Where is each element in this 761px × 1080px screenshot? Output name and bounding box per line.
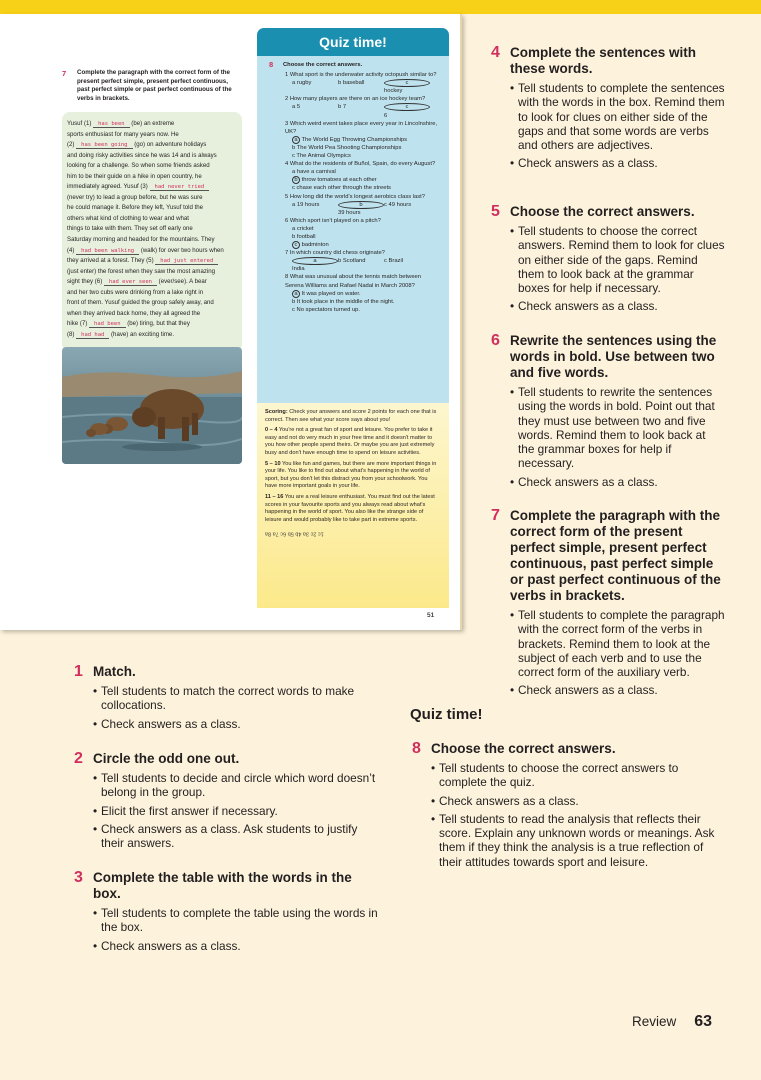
student-book-page <box>0 14 462 630</box>
note-section-2 <box>74 750 383 854</box>
option-letter: b <box>338 104 342 111</box>
note-title: Complete the sentences with these words. <box>510 45 697 76</box>
quiz-option <box>384 201 430 217</box>
handwritten-answer: had been walking <box>76 248 139 255</box>
line-text: things to take with them. They set off early one <box>67 225 193 233</box>
score-text: You are a real leisure enthusiast. You must find out the latest scores in your favourite sports and you always read about what's happening in the world of sport. You also like the strange side of leisure and would probably like to take part in extreme sports. <box>265 493 435 523</box>
paragraph-line <box>67 246 237 257</box>
handwritten-answer: has been <box>93 121 130 128</box>
circled-letter: b <box>338 201 384 209</box>
note-bullet: • Tell students to complete the sentences with the words in the box. Remind them to look for clues on either side of the gaps and that some words are verbs and others are adjectives. <box>510 81 725 152</box>
note-bullet: • Check answers as a class. <box>431 794 721 808</box>
line-text: (8) <box>67 330 77 338</box>
line-text: him to be their guide on a hike in open country, he <box>67 172 202 180</box>
quiz-option <box>292 201 338 217</box>
quiz-option-row <box>292 152 441 160</box>
exercise-instruction: Complete the paragraph with the correct form of the present perfect simple, present perfect continuous, past perfect simple or past perfect continuous of the verbs in brackets. <box>77 69 232 103</box>
note-bullets <box>510 224 725 314</box>
line-text: (2) <box>67 141 77 149</box>
paragraph-line <box>67 288 237 299</box>
quiz-exercise-number: 8 <box>269 60 274 69</box>
note-section-5 <box>491 203 725 318</box>
handwritten-answer: has been going <box>76 142 132 149</box>
handwritten-answer: had just entered <box>155 258 218 265</box>
scoring-paragraph <box>265 409 441 424</box>
handwritten-answer: had had <box>76 332 109 339</box>
option-text: have a carnival <box>296 169 336 176</box>
student-page-number: 51 <box>427 612 435 619</box>
option-letter: b <box>292 144 296 151</box>
option-letter: b <box>292 233 296 240</box>
line-text: (4) <box>67 246 77 254</box>
score-range: 5 – 10 <box>265 460 281 467</box>
note-section-4 <box>491 44 725 175</box>
note-bullet: • Check answers as a class. <box>510 299 725 313</box>
line-text: they arrived at a forest. They (5) <box>67 257 156 265</box>
note-number: 1 <box>74 663 83 680</box>
bear-illustration <box>62 347 242 464</box>
note-bullets <box>510 81 725 171</box>
option-text: baseball <box>342 80 365 87</box>
note-heading <box>491 507 725 604</box>
score-text: Check your answers and score 2 points for each one that is correct. Then see what your score says about you! <box>265 409 437 423</box>
option-text: rugby <box>296 80 312 87</box>
note-number: 5 <box>491 203 500 220</box>
quiz-option <box>292 103 338 119</box>
quiz-instruction: Choose the correct answers. <box>283 62 363 68</box>
paragraph-line <box>67 182 237 193</box>
note-title: Match. <box>93 664 136 679</box>
note-section-8 <box>412 740 721 873</box>
footer-page-number: 63 <box>694 1013 713 1030</box>
paragraph-line <box>67 193 237 204</box>
note-heading <box>74 750 383 767</box>
option-text: 5 <box>296 104 301 111</box>
note-number: 2 <box>74 750 83 767</box>
score-text: You're not a great fan of sport and leisure. You prefer to take it easy and not do very much in your free time and it doesn't matter to you how other people spend theirs. Or maybe you are just extremely busy and don't have enough time to spend on leisure activities. <box>265 427 435 456</box>
paragraph-line <box>67 256 237 267</box>
option-text: football <box>296 233 316 240</box>
quiz-question: 2 How many players are there on an ice hockey team? <box>285 96 426 103</box>
note-title: Choose the correct answers. <box>510 204 695 219</box>
note-heading <box>412 740 721 757</box>
note-heading <box>491 332 725 381</box>
option-letter: c <box>292 185 295 192</box>
line-text: others what kind of clothing to wear and what <box>67 214 189 222</box>
note-heading <box>74 869 383 902</box>
line-text: front of them. Yusuf guided the group safely away, and <box>67 299 214 307</box>
paragraph-line <box>67 267 237 278</box>
option-letter: b <box>292 298 296 305</box>
line-text: and doing risky activities since he was 14 and is always <box>67 151 217 159</box>
line-text: (have) an exciting time. <box>109 330 175 338</box>
note-section-7 <box>491 507 725 702</box>
quiz-option-row <box>292 184 441 192</box>
line-text: when they arrived back home, they all agreed the <box>67 309 201 317</box>
line-text: and her two cubs were drinking from a lake right in <box>67 288 204 296</box>
circled-letter: a <box>292 257 338 265</box>
exercise-7 <box>62 69 242 104</box>
note-section-6 <box>491 332 725 493</box>
note-bullets <box>510 608 725 698</box>
option-letter: a <box>292 225 296 232</box>
option-text: The Animal Olympics <box>296 153 351 160</box>
note-title: Choose the correct answers. <box>431 741 616 756</box>
score-text: You like fun and games, but there are more important things in your life. You like to find out about what's happening in the world of sport, but you don't let this distract you from your schoolwork. You have more important goals in your life. <box>265 460 437 490</box>
line-text: hike (7) <box>67 320 90 328</box>
line-text: (ever/see). A bear <box>156 278 207 286</box>
answer-key: 1c 2c 3a 4b 5b 6c 7a 8a <box>265 530 324 537</box>
note-bullet: • Tell students to match the correct words to make collocations. <box>93 684 383 713</box>
option-letter: b <box>338 80 342 87</box>
quiz-notes-title: Quiz time! <box>410 706 483 723</box>
option-letter: c <box>292 306 295 313</box>
circled-letter: a <box>292 136 300 144</box>
note-bullet: • Check answers as a class. <box>93 939 383 953</box>
line-text: (go) on adventure holidays <box>132 141 207 149</box>
option-text: It took place in the middle of the night. <box>296 298 395 305</box>
handwritten-answer: had been <box>89 321 126 328</box>
option-letter: a <box>292 201 296 208</box>
option-text: Scotland <box>342 258 366 265</box>
option-text: badminton <box>301 242 329 249</box>
option-text: The World Egg Throwing Championships <box>301 136 407 143</box>
note-bullet: • Tell students to complete the paragraph with the correct form of the verbs in brackets. Remind them to look at the subject of each verb and to use the correct form of the auxiliary verb. <box>510 608 725 679</box>
line-text: (walk) for over two hours when <box>139 246 224 254</box>
quiz-question: 4 What do the residents of Buñol, Spain, do every August? <box>285 161 436 168</box>
note-bullets <box>510 385 725 489</box>
page-footer <box>632 1013 712 1031</box>
quiz-option <box>292 257 338 273</box>
quiz-option <box>292 137 407 143</box>
option-text: cricket <box>296 225 314 232</box>
quiz-option <box>338 201 384 217</box>
note-number: 6 <box>491 332 500 349</box>
note-bullet: • Tell students to read the analysis that reflects their score. Explain any unknown words or meanings. Ask them if they think the analysis is a true reflection of their attitudes towards sport and leisure. <box>431 812 721 869</box>
quiz-option <box>338 103 384 119</box>
quiz-option <box>292 79 338 95</box>
quiz-option <box>338 79 384 95</box>
note-section-1 <box>74 663 383 735</box>
paragraph-line <box>67 119 237 130</box>
note-bullet: • Tell students to complete the table using the words in the box. <box>93 906 383 935</box>
note-bullet: • Check answers as a class. Ask students to justify their answers. <box>93 822 383 851</box>
option-text: 19 hours <box>296 201 320 208</box>
line-text: (be) an extreme <box>129 120 175 127</box>
option-text: It was played on water. <box>301 290 361 297</box>
quiz-option-row <box>292 136 441 144</box>
note-title: Rewrite the sentences using the words in bold. Use between two and five words. <box>510 333 717 380</box>
footer-label: Review <box>632 1014 677 1029</box>
scoring-paragraph <box>265 461 441 491</box>
quiz-option-row <box>292 298 441 306</box>
note-section-3 <box>74 869 383 957</box>
option-letter: c <box>292 153 295 160</box>
quiz-option <box>292 153 351 159</box>
quiz-option-row <box>292 306 441 314</box>
note-bullets <box>93 684 383 731</box>
quiz-option <box>292 145 401 151</box>
handwritten-answer: had ever seen <box>104 279 157 286</box>
note-heading <box>491 203 725 220</box>
quiz-option <box>292 185 391 191</box>
option-text: The World Pea Shooting Championships <box>296 144 402 151</box>
note-number: 4 <box>491 44 500 61</box>
option-text: No spectators turned up. <box>296 306 361 313</box>
quiz-options-row <box>292 201 441 217</box>
note-bullets <box>93 771 383 850</box>
note-number: 3 <box>74 869 83 886</box>
quiz-option-row <box>292 176 441 184</box>
option-letter: a <box>292 104 296 111</box>
note-bullets <box>93 906 383 953</box>
note-bullet: • Check answers as a class. <box>510 156 725 170</box>
note-bullets <box>431 761 721 869</box>
score-range: Scoring: <box>265 409 288 415</box>
scoring-paragraph <box>265 427 441 457</box>
paragraph-line <box>67 151 237 162</box>
paragraph-line <box>67 298 237 309</box>
quiz-scoring-box <box>257 403 449 608</box>
quiz-options-row <box>292 103 441 119</box>
quiz-option <box>384 257 430 273</box>
note-bullet: • Check answers as a class. <box>510 683 725 697</box>
paragraph-line <box>67 161 237 172</box>
quiz-option-row <box>292 241 441 249</box>
line-text: Yusuf (1) <box>67 120 94 127</box>
quiz-question: 5 How long did the world's longest aerobics class last? <box>285 193 425 200</box>
option-text: 7 <box>342 104 347 111</box>
quiz-option <box>292 291 361 297</box>
line-text: looking for a challenge. So when some friends asked <box>67 162 210 170</box>
exercise-number: 7 <box>62 69 67 78</box>
option-text: India <box>292 266 305 273</box>
quiz-option-row <box>292 233 441 241</box>
option-letter: a <box>292 169 296 176</box>
paragraph-line <box>67 224 237 235</box>
quiz-option <box>292 299 395 305</box>
paragraph-box <box>62 112 242 352</box>
paragraph-line <box>67 140 237 151</box>
quiz-option <box>292 226 314 232</box>
score-range: 11 – 16 <box>265 493 284 500</box>
option-text: hockey <box>384 88 403 95</box>
handwritten-answer: had never tried <box>150 184 210 191</box>
note-bullet: • Elicit the first answer if necessary. <box>93 804 383 818</box>
line-text: sports enthusiast for many years now. He <box>67 130 179 138</box>
quiz-options-row <box>292 257 441 273</box>
quiz-option <box>384 103 430 119</box>
bear-photo <box>62 347 242 464</box>
paragraph-line <box>67 309 237 320</box>
line-text: (just enter) the forest when they saw the most amazing <box>67 267 216 275</box>
line-text: he could manage it. Before they left, Yusuf told the <box>67 204 204 212</box>
line-text: sight they (6) <box>67 278 104 286</box>
note-number: 8 <box>412 740 421 757</box>
note-bullet: • Tell students to choose the correct answers to complete the quiz. <box>431 761 721 790</box>
quiz-option-row <box>292 290 441 298</box>
note-bullet: • Tell students to decide and circle which word doesn’t belong in the group. <box>93 771 383 800</box>
note-title: Complete the paragraph with the correct form of the present perfect simple, present perfect continuous, past perfect simple or past perfect continuous of the verbs in brackets. <box>510 508 721 603</box>
option-text: Brazil <box>388 258 404 265</box>
quiz-option <box>292 234 316 240</box>
option-text: 49 hours <box>388 201 412 208</box>
note-title: Circle the odd one out. <box>93 751 240 766</box>
note-bullet: • Check answers as a class. <box>93 717 383 731</box>
quiz-option-row <box>292 225 441 233</box>
note-bullet: • Tell students to rewrite the sentences using the words in bold. Point out that they must use between two and five words. Remind them to look back at the grammar boxes for help if necessary. <box>510 385 725 471</box>
quiz-question-list <box>265 71 441 314</box>
quiz-option <box>292 177 377 183</box>
paragraph-line <box>67 319 237 330</box>
option-text: 6 <box>384 112 388 119</box>
quiz-question: 8 What was unusual about the tennis match between Serena Williams and Rafael Nadal in March 2008? <box>285 274 421 289</box>
option-letter: a <box>292 80 296 87</box>
quiz-option <box>292 307 360 313</box>
paragraph-line <box>67 214 237 225</box>
score-range: 0 – 4 <box>265 427 278 434</box>
paragraph-line <box>67 330 237 341</box>
note-bullet: • Check answers as a class. <box>510 475 725 489</box>
quiz-option-row <box>292 168 441 176</box>
quiz-question: 1 What sport is the underwater activity octopush similar to? <box>285 72 437 79</box>
quiz-question: 6 Which sport isn't played on a pitch? <box>285 217 381 224</box>
paragraph-line <box>67 203 237 214</box>
line-text: Saturday morning and headed for the mountains. They <box>67 236 215 244</box>
quiz-option <box>292 242 329 248</box>
scoring-paragraph <box>265 494 441 524</box>
option-text: throw tomatoes at each other <box>301 177 377 184</box>
quiz-options-row <box>292 79 441 95</box>
quiz-option-row <box>292 144 441 152</box>
quiz-question: 3 Which weird event takes place every year in Lincolnshire, UK? <box>285 120 438 135</box>
line-text: (never try) to lead a group before, but he was sure <box>67 193 203 201</box>
circled-letter: c <box>384 79 430 87</box>
paragraph-line <box>67 172 237 183</box>
line-text: immediately agreed. Yusuf (3) <box>67 183 150 191</box>
note-title: Complete the table with the words in the box. <box>93 870 352 901</box>
circled-letter: c <box>292 241 300 249</box>
quiz-heading: Quiz time! <box>257 28 449 56</box>
note-bullet: • Tell students to choose the correct answers. Remind them to look for clues on either side of the gaps. Remind them to look back at the grammar boxes for help if necessary. <box>510 224 725 295</box>
option-text: chase each other through the streets <box>296 185 391 192</box>
paragraph-line <box>67 130 237 141</box>
quiz-question: 7 In which country did chess originate? <box>285 250 385 257</box>
option-letter: c <box>384 258 387 265</box>
circled-letter: c <box>384 103 430 111</box>
quiz-option <box>292 169 336 175</box>
circled-letter: a <box>292 290 300 298</box>
note-heading <box>491 44 725 77</box>
option-text: 39 hours <box>338 209 361 216</box>
circled-letter: b <box>292 176 300 184</box>
note-heading <box>74 663 383 680</box>
quiz-option <box>384 79 430 95</box>
quiz-panel <box>257 28 449 608</box>
top-color-bar <box>0 0 761 14</box>
note-number: 7 <box>491 507 500 524</box>
option-letter: b <box>338 258 342 265</box>
paragraph-line <box>67 277 237 288</box>
quiz-option <box>338 257 384 273</box>
paragraph-line <box>67 235 237 246</box>
line-text: (be) tiring, but that they <box>125 320 190 328</box>
option-letter: c <box>384 201 387 208</box>
page-edge <box>460 14 462 630</box>
quiz-questions-box <box>257 56 449 403</box>
